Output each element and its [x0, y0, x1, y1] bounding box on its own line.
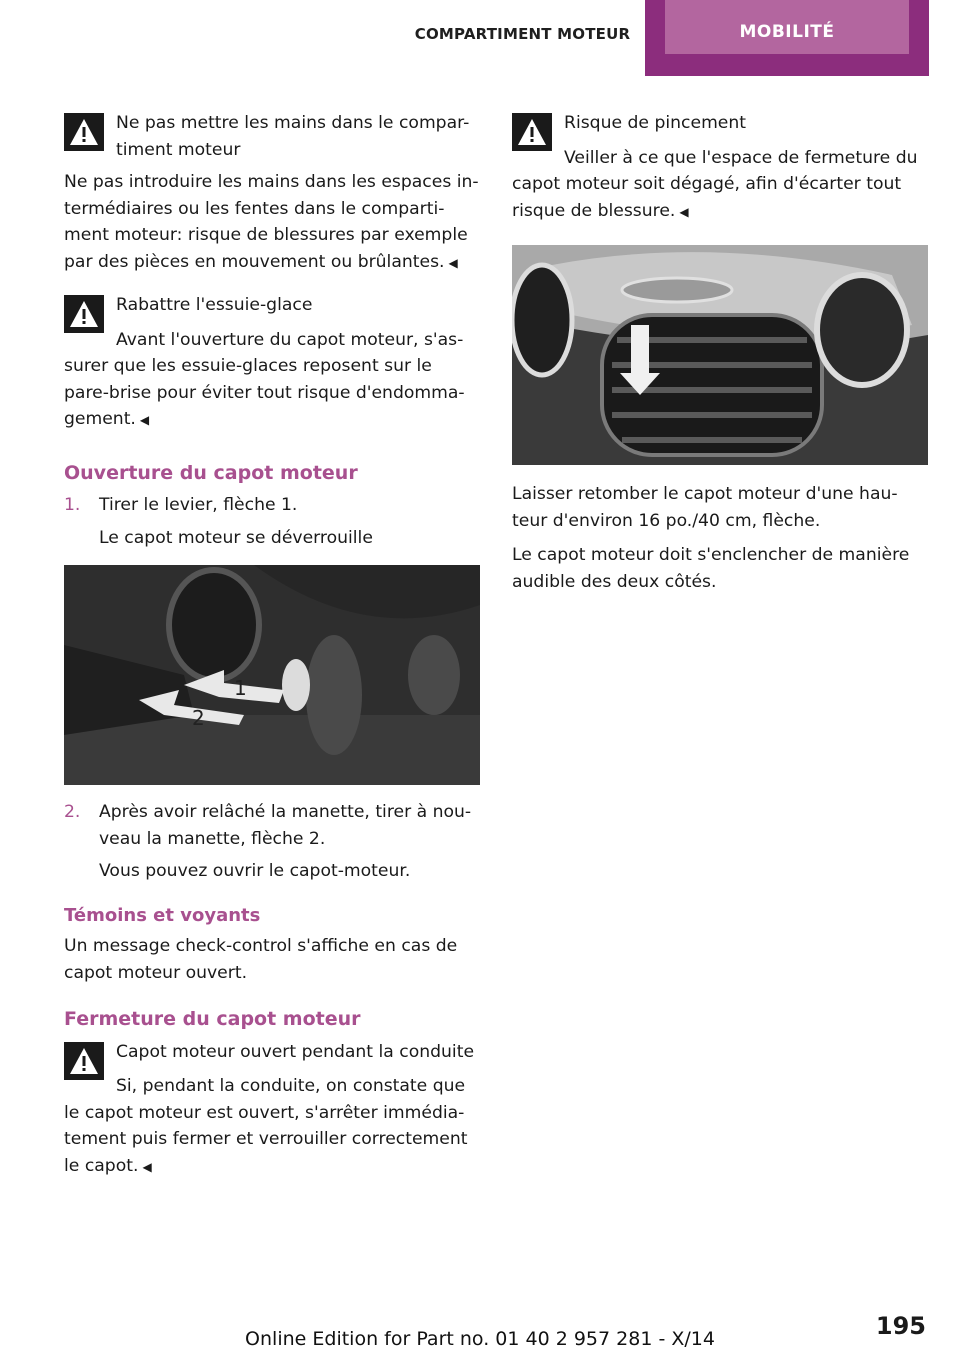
section-heading: Fermeture du capot moteur [64, 1008, 361, 1030]
warning-title: Rabattre l'essuie-glace [116, 295, 313, 315]
header-tab-label: MOBILITÉ [665, 0, 909, 54]
warning-triangle-icon [64, 1042, 104, 1080]
step-item [64, 799, 482, 852]
warning-text: Si, pendant la conduite, on constate que le capot moteur est ouvert, s'arrêter immédia-tement puis fermer et verrouiller correctement le capot. [64, 1076, 468, 1176]
step-number: 1. [64, 495, 81, 515]
step-text: Tirer le levier, flèche 1. [99, 495, 298, 515]
paragraph: Le capot moteur doit s'enclencher de manière audible des deux côtés. [512, 545, 910, 592]
end-mark: ◀ [142, 1159, 152, 1174]
warning-block [64, 1039, 482, 1181]
warning-block [64, 292, 482, 434]
warning-title: Capot moteur ouvert pendant la conduite [116, 1041, 475, 1062]
page-number: 195 [875, 1312, 926, 1340]
warning-text: Ne pas introduire les mains dans les espaces in-termédiaires ou les fentes dans le comparti-ment moteur: risque de blessures par exemple par des pièces en mouvement ou brûlantes. [64, 172, 479, 272]
left-column [64, 110, 482, 1196]
warning-triangle-icon [64, 295, 104, 333]
arrow-label: 1 [234, 676, 247, 700]
right-column [512, 110, 930, 603]
warning-text: Avant l'ouverture du capot moteur, s'as-surer que les essuie-glaces reposent sur le pare-brise pour éviter tout risque d'endomma-gement. [64, 329, 465, 429]
warning-block [64, 110, 482, 276]
warning-triangle-icon [64, 113, 104, 151]
warning-text: Veiller à ce que l'espace de fermeture du capot moteur soit dégagé, afin d'écarter tout risque de blessure. [512, 147, 918, 221]
arrow-label: 2 [192, 706, 205, 730]
warning-triangle-icon [512, 113, 552, 151]
step-text: Après avoir relâché la manette, tirer à nou-veau la manette, flèche 2. [99, 802, 472, 849]
hood-closing-image [512, 245, 928, 465]
end-mark: ◀ [679, 204, 689, 219]
hood-release-lever-image [64, 565, 480, 785]
header-tab[interactable] [645, 0, 929, 76]
section-heading: Ouverture du capot moteur [64, 461, 358, 484]
section-heading: Témoins et voyants [64, 904, 261, 926]
warning-title: Risque de pincement [564, 113, 747, 133]
end-mark: ◀ [448, 255, 458, 270]
step-subtext: Le capot moteur se déverrouille [99, 527, 373, 548]
step-subtext: Vous pouvez ouvrir le capot-moteur. [99, 861, 411, 881]
warning-title: Ne pas mettre les mains dans le compar-timent moteur [116, 113, 470, 160]
paragraph: Laisser retomber le capot moteur d'une hau-teur d'environ 16 po./40 cm, flèche. [512, 484, 898, 531]
warning-block [512, 110, 930, 225]
footer-edition-text: Online Edition for Part no. 01 40 2 957 281 - X/14 [245, 1328, 715, 1350]
end-mark: ◀ [139, 413, 150, 427]
step-number: 2. [64, 802, 81, 822]
paragraph: Un message check-control s'affiche en cas de capot moteur ouvert. [64, 936, 458, 983]
step-item [64, 492, 482, 519]
header-section-title: COMPARTIMENT MOTEUR [414, 25, 631, 43]
